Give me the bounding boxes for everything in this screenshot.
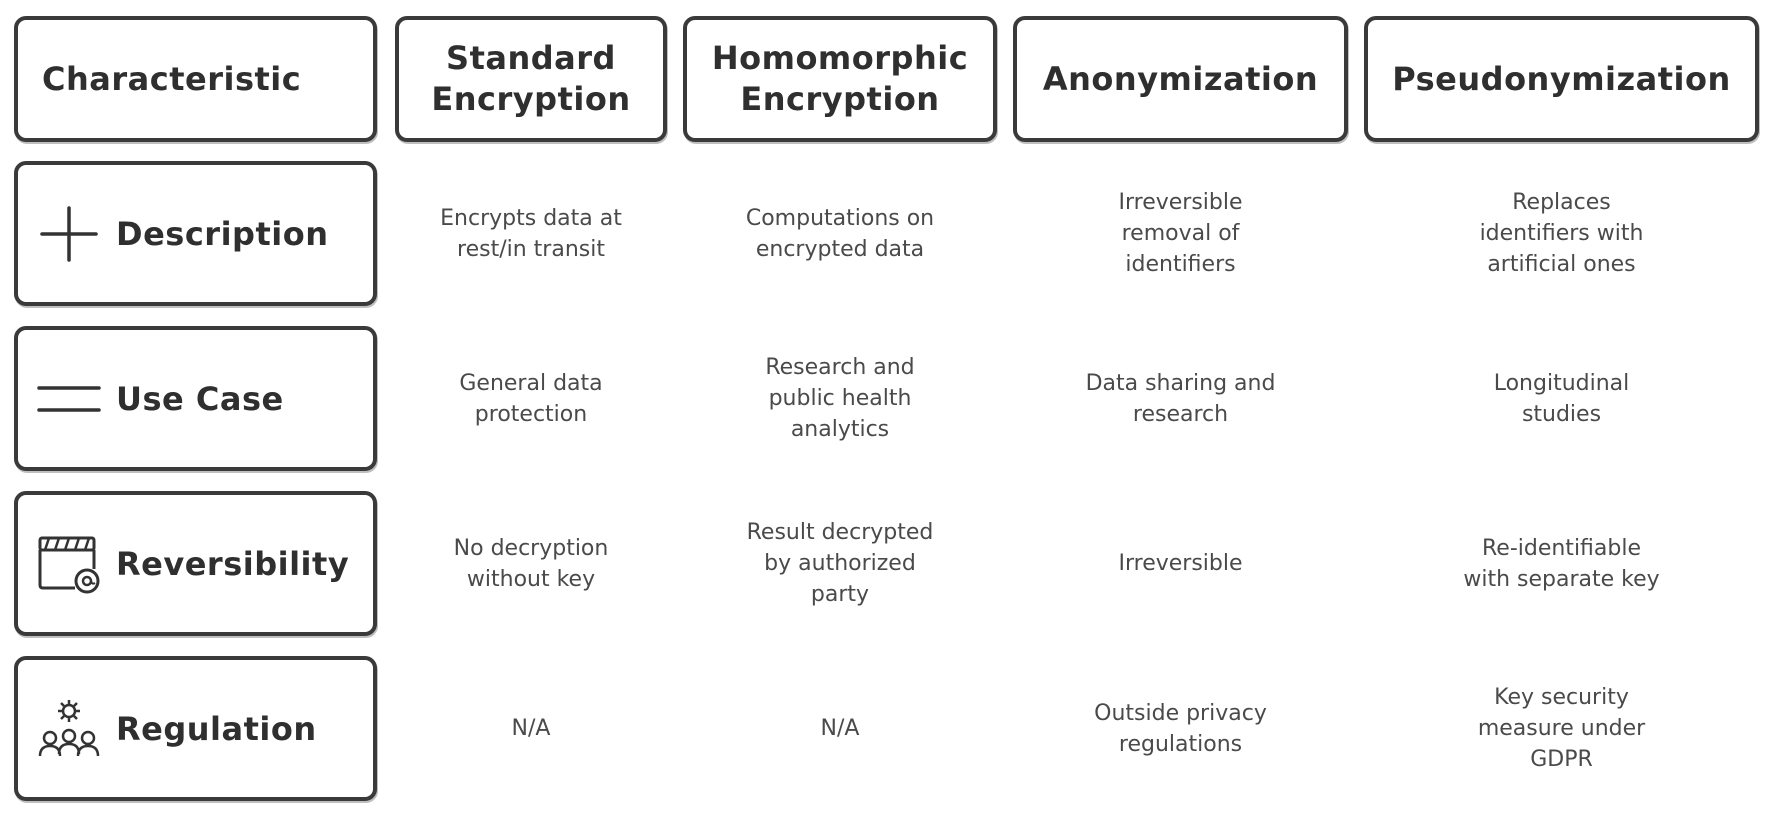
row-header-description (14, 161, 377, 306)
people-gear-icon (36, 696, 102, 762)
header-label: Standard Encryption (431, 39, 631, 118)
header-homomorphic-encryption (683, 16, 997, 142)
cell-reversibility-standard: No decryption without key (453, 535, 609, 592)
cell-use-case-standard: General data protection (459, 370, 603, 427)
row-label: Description (116, 214, 329, 253)
cell-description-homomorphic: Computations on encrypted data (745, 205, 935, 262)
cell-description-standard: Encrypts data at rest/in transit (440, 205, 622, 262)
header-label: Anonymization (1042, 59, 1319, 98)
row-label: Regulation (116, 709, 317, 748)
header-label: Homomorphic Encryption (711, 39, 969, 118)
cell-reversibility-pseudonymization: Re-identifiable with separate key (1463, 535, 1660, 592)
cell-description-pseudonymization: Replaces identifiers with artificial ones (1479, 190, 1644, 277)
row-header-regulation (14, 656, 377, 801)
header-pseudonymization (1364, 16, 1759, 142)
header-label: Characteristic (42, 59, 302, 98)
cell-regulation-standard: N/A (511, 716, 551, 741)
plus-icon (36, 201, 102, 267)
lines-icon (36, 366, 102, 432)
header-anonymization (1013, 16, 1348, 142)
header-characteristic (14, 16, 377, 142)
row-label: Reversibility (116, 544, 350, 583)
cell-use-case-anonymization: Data sharing and research (1085, 370, 1276, 427)
cell-use-case-homomorphic: Research and public health analytics (765, 355, 915, 442)
cell-regulation-anonymization: Outside privacy regulations (1094, 700, 1267, 757)
row-label: Use Case (116, 379, 284, 418)
header-label: Pseudonymization (1392, 59, 1731, 98)
cell-reversibility-homomorphic: Result decrypted by authorized party (746, 520, 934, 607)
cell-use-case-pseudonymization: Longitudinal studies (1493, 370, 1630, 427)
header-standard-encryption (395, 16, 667, 142)
cell-description-anonymization: Irreversible removal of identifiers (1118, 190, 1243, 277)
cell-reversibility-anonymization: Irreversible (1118, 551, 1243, 576)
row-header-reversibility (14, 491, 377, 636)
cell-regulation-pseudonymization: Key security measure under GDPR (1477, 685, 1646, 772)
cell-regulation-homomorphic: N/A (820, 716, 860, 741)
row-header-use-case (14, 326, 377, 471)
clapperboard-icon (36, 531, 102, 597)
